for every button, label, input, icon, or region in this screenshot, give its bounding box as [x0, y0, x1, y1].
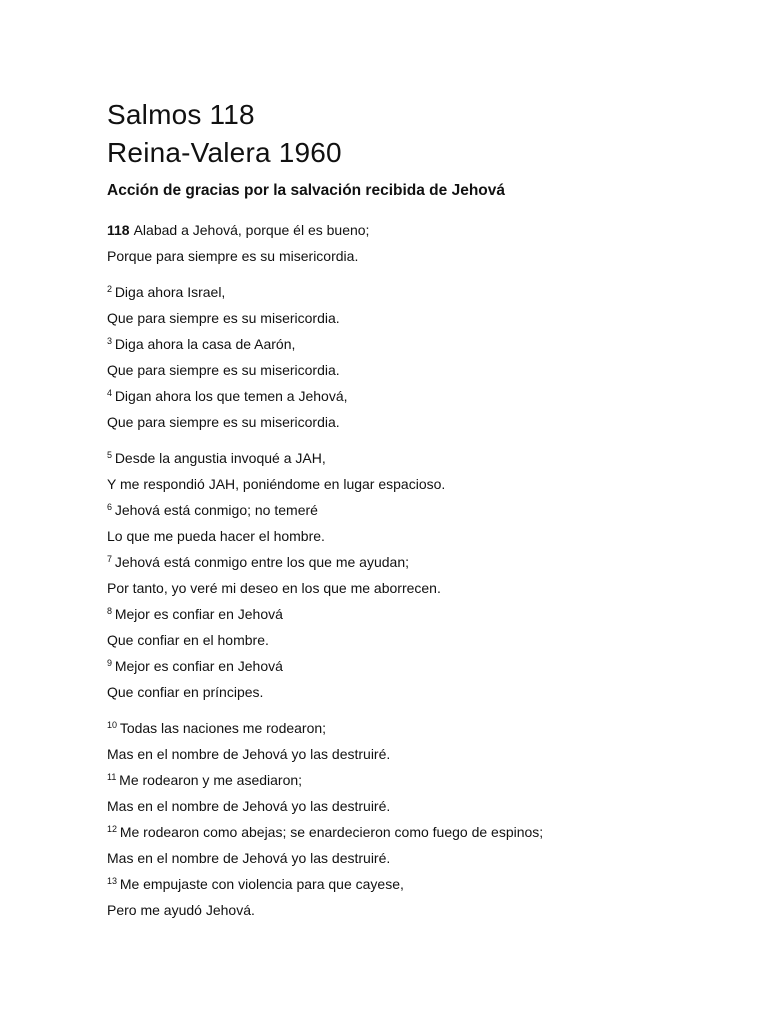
verse-text: Mejor es confiar en Jehová	[114, 658, 283, 674]
verse-text: Que para siempre es su misericordia.	[107, 362, 340, 378]
stanza	[107, 217, 747, 269]
verse-line	[107, 217, 747, 243]
verse-number: 12	[107, 824, 119, 834]
verse-text: Mas en el nombre de Jehová yo las destruiré.	[107, 798, 391, 814]
verse-line	[107, 871, 747, 897]
verse-text: Me rodearon y me asediaron;	[119, 772, 303, 788]
verse-line	[107, 575, 747, 601]
verse-text: Y me respondió JAH, poniéndome en lugar espacioso.	[107, 476, 446, 492]
verse-line	[107, 497, 747, 523]
verse-text: Mas en el nombre de Jehová yo las destruiré.	[107, 746, 391, 762]
verse-number: 3	[107, 336, 114, 346]
verse-text: Que para siempre es su misericordia.	[107, 310, 340, 326]
verse-text: Lo que me pueda hacer el hombre.	[107, 528, 325, 544]
verse-text: Por tanto, yo veré mi deseo en los que me aborrecen.	[107, 580, 441, 596]
verse-line	[107, 305, 747, 331]
document-page	[107, 96, 747, 933]
verse-line	[107, 409, 747, 435]
verse-line	[107, 445, 747, 471]
verse-line	[107, 357, 747, 383]
verse-line	[107, 383, 747, 409]
stanza	[107, 715, 747, 923]
verse-line	[107, 741, 747, 767]
verse-text: Alabad a Jehová, porque él es bueno;	[133, 222, 370, 238]
document-subtitle-version: Reina-Valera 1960	[107, 137, 342, 168]
verse-number: 2	[107, 284, 114, 294]
verse-number: 10	[107, 720, 119, 730]
verse-number: 7	[107, 554, 114, 564]
verse-number: 11	[107, 772, 119, 782]
verse-line	[107, 243, 747, 269]
verses-container	[107, 217, 747, 923]
verse-number: 9	[107, 658, 114, 668]
verse-number: 13	[107, 876, 119, 886]
verse-text: Diga ahora Israel,	[114, 284, 226, 300]
verse-text: Pero me ayudó Jehová.	[107, 902, 255, 918]
verse-line	[107, 767, 747, 793]
verse-line	[107, 331, 747, 357]
verse-number: 4	[107, 388, 114, 398]
verse-line	[107, 793, 747, 819]
verse-line	[107, 471, 747, 497]
verse-text: Que confiar en príncipes.	[107, 684, 264, 700]
verse-text: Todas las naciones me rodearon;	[119, 720, 327, 736]
verse-text: Que para siempre es su misericordia.	[107, 414, 340, 430]
verse-line	[107, 549, 747, 575]
verse-text: Me rodearon como abejas; se enardecieron como fuego de espinos;	[119, 824, 544, 840]
verse-line	[107, 279, 747, 305]
verse-text: Desde la angustia invoqué a JAH,	[114, 450, 326, 466]
verse-line	[107, 601, 747, 627]
verse-line	[107, 523, 747, 549]
stanza	[107, 279, 747, 435]
verse-text: Digan ahora los que temen a Jehová,	[114, 388, 348, 404]
verse-line	[107, 653, 747, 679]
verse-line	[107, 819, 747, 845]
verse-line	[107, 679, 747, 705]
stanza	[107, 445, 747, 705]
section-heading: Acción de gracias por la salvación recibida de Jehová	[107, 182, 505, 199]
verse-text: Mas en el nombre de Jehová yo las destruiré.	[107, 850, 391, 866]
verse-text: Mejor es confiar en Jehová	[114, 606, 283, 622]
verse-line	[107, 715, 747, 741]
verse-number: 5	[107, 450, 114, 460]
verse-line	[107, 845, 747, 871]
verse-number: 8	[107, 606, 114, 616]
verse-line	[107, 897, 747, 923]
chapter-number: 118	[107, 222, 130, 238]
verse-number: 6	[107, 502, 114, 512]
verse-text: Porque para siempre es su misericordia.	[107, 248, 359, 264]
verse-text: Jehová está conmigo entre los que me ayudan;	[114, 554, 409, 570]
verse-text: Que confiar en el hombre.	[107, 632, 269, 648]
document-title: Salmos 118	[107, 99, 255, 130]
verse-line	[107, 627, 747, 653]
verse-text: Jehová está conmigo; no temeré	[114, 502, 318, 518]
verse-text: Diga ahora la casa de Aarón,	[114, 336, 296, 352]
verse-text: Me empujaste con violencia para que cayese,	[119, 876, 404, 892]
